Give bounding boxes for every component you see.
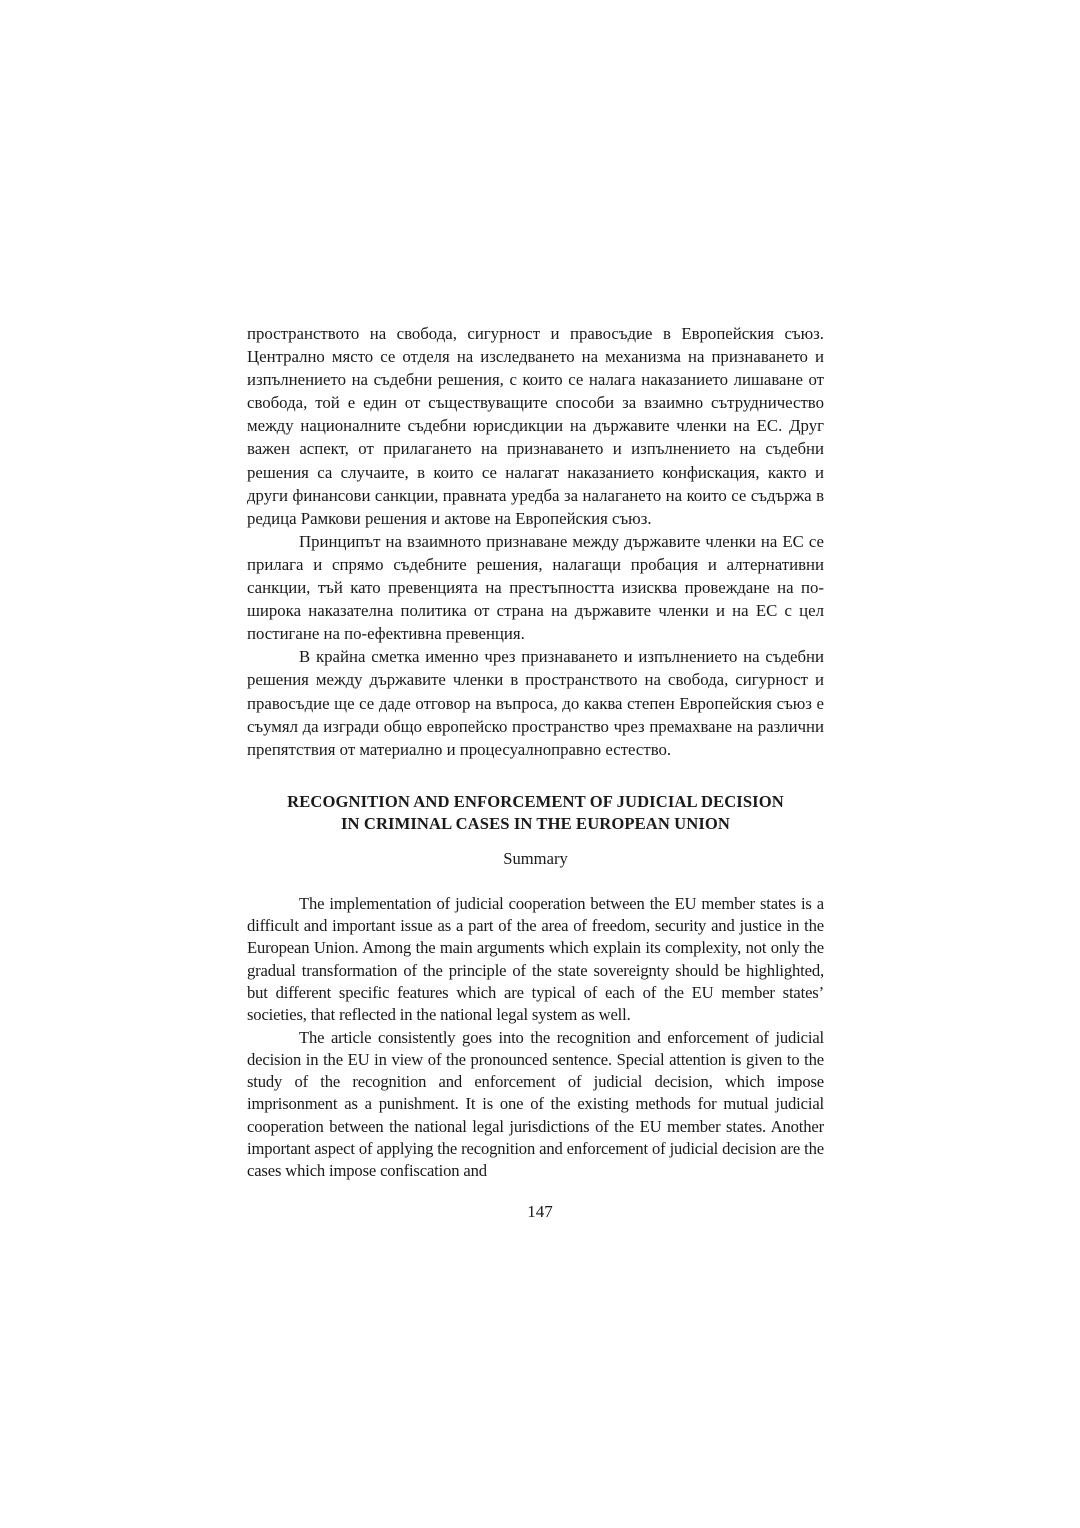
en-paragraph-2: The article consistently goes into the recognition and enforcement of judicial decision in the EU in view of the pronounced sentence. Special attention is given to the study of the recognition and enforcement of judicial decision, which impose imprisonment as a punishment. It is one of the existing methods for mutual judicial cooperation between the national legal jurisdictions of the EU member states. Another important aspect of applying the recognition and enforcement of judicial decision are the cases which impose confiscation and — [247, 1027, 824, 1181]
bg-paragraph-2: Принципът на взаимното признаване между държавите членки на ЕС се прилага и спрямо съдебните решения, налагащи пробация и алтернативни санкции, тъй като превенцията на престъпността изисква провеждане на по-широка наказателна политика от страна на държавите членки и на ЕС с цел постигане на по-ефективна превенция. — [247, 531, 824, 644]
english-text-block — [247, 893, 824, 1183]
en-paragraph-1: The implementation of judicial cooperation between the EU member states is a difficult and important issue as a part of the area of freedom, security and justice in the European Union. Among the main arguments which explain its complexity, not only the gradual transformation of the principle of the state sovereignty should be highlighted, but different specific features which are typical of each of the EU member states’ societies, that reflected in the national legal system as well. — [247, 893, 824, 1025]
page-body — [247, 322, 824, 1183]
bg-paragraph-3: В крайна сметка именно чрез признаването и изпълнението на съдебни решения между държавите членки в пространството на свобода, сигурност и правосъдие ще се даде отговор на въпроса, до каква степен Европейския съюз е съумял да изгради общо европейско пространство чрез премахване на различни препятствия от материално и процесуалноправно естество. — [247, 647, 824, 759]
bg-paragraph-1: пространството на свобода, сигурност и правосъдие в Европейския съюз. Централно място се отделя на изследването на механизма на признаването и изпълнението на съдебни решения, с които се налага наказанието лишаване от свобода, той е един от съществуващите способи за взаимно сътрудничество между националните съдебни юрисдикции на държавите членки на ЕС. Друг важен аспект, от прилагането на признаването и изпълнението на съдебни решения са случаите, в които се налагат наказанието конфискация, както и други финансови санкции, правната уредба за налагането на които се съдържа в редица Рамкови решения и актове на Европейския съюз. — [247, 324, 824, 528]
page-number: 147 — [527, 1202, 553, 1221]
summary-title — [247, 791, 824, 836]
summary-title-line-2: IN CRIMINAL CASES IN THE EUROPEAN UNION — [341, 814, 730, 834]
summary-title-line-1: RECOGNITION AND ENFORCEMENT OF JUDICIAL DECISION — [287, 791, 784, 811]
summary-heading: Summary — [503, 848, 568, 868]
bulgarian-text-block — [247, 322, 824, 761]
